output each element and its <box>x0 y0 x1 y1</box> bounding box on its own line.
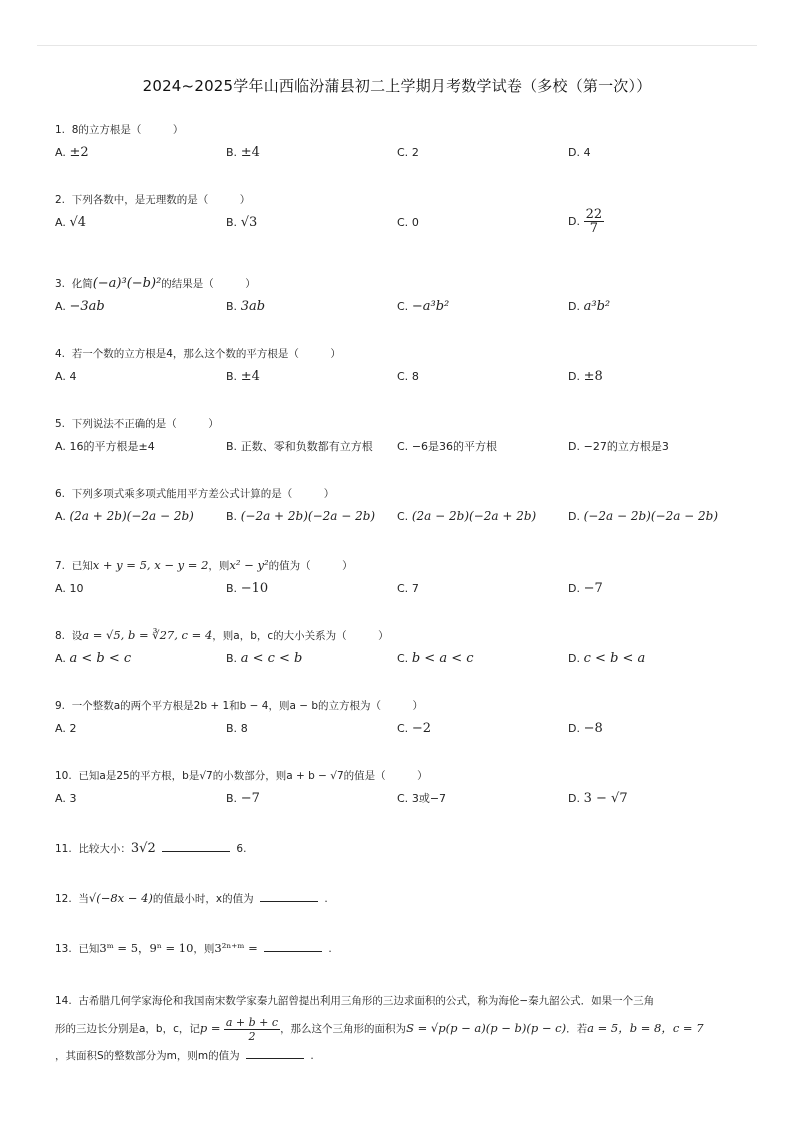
option-b: B. ±4 <box>226 145 260 160</box>
fraction: $\frac{a + b + c}{2}$ <box>225 1015 279 1043</box>
option-b: B. −7 <box>226 791 260 806</box>
stem-math: (−a)³(−b)² <box>92 276 162 291</box>
answer-blank[interactable] <box>264 939 322 952</box>
stem-math: 3√2 <box>130 841 156 856</box>
option-a: A. 2 <box>55 722 77 735</box>
question-stem: 下列说法不正确的是（ ） <box>71 418 219 430</box>
question-number: 4. <box>55 348 66 360</box>
option-d: D. −7 <box>568 581 603 596</box>
question-number: 7. <box>55 560 66 572</box>
option-c: C. −2 <box>397 721 432 736</box>
option-a: A. 10 <box>55 582 84 595</box>
option-b: B. a < c < b <box>226 651 303 666</box>
question-stem: 已知a是25的平方根，b是√7的小数部分，则a + b − √7的值是（ ） <box>78 770 428 782</box>
stem-math: a = √5, b = ∛27, c = 4 <box>82 628 213 642</box>
question-number: 1. <box>55 124 66 136</box>
question-number: 2. <box>55 194 66 206</box>
option-c: C. 7 <box>397 582 419 595</box>
answer-blank[interactable] <box>260 889 318 902</box>
stem-math: 3²ⁿ⁺ᵐ = <box>214 941 258 955</box>
option-b: B. 3ab <box>226 299 266 314</box>
option-d: D. a³b² <box>568 299 611 314</box>
option-d: D. ±8 <box>568 369 603 384</box>
question-4 <box>55 346 755 390</box>
option-b: B. ±4 <box>226 369 260 384</box>
option-a: A. 3 <box>55 792 77 805</box>
option-d: D. $\frac{22}{7}$ <box>568 207 603 236</box>
question-number: 14. <box>55 995 72 1007</box>
question-number: 11. <box>55 843 72 855</box>
formula: S = √p(p − a)(p − b)(p − c) <box>406 1021 567 1035</box>
option-c: C. −a³b² <box>397 299 450 314</box>
answer-blank[interactable] <box>162 839 230 852</box>
question-number: 13. <box>55 943 72 955</box>
stem-math: x + y = 5, x − y = 2 <box>92 558 209 572</box>
option-d: D. c < b < a <box>568 651 646 666</box>
question-stem: 下列各数中，是无理数的是（ ） <box>71 194 251 206</box>
option-b: B. 8 <box>226 722 248 735</box>
page-title: 2024~2025学年山西临汾蒲县初二上学期月考数学试卷（多校（第一次）） <box>142 77 652 95</box>
option-a: A. √4 <box>55 215 87 230</box>
option-d: D. 4 <box>568 146 591 159</box>
question-stem: 一个整数a的两个平方根是2b + 1和b − 4，则a − b的立方根为（ ） <box>71 700 424 712</box>
option-c: C. 2 <box>397 146 419 159</box>
question-9 <box>55 698 755 742</box>
question-number: 3. <box>55 278 66 290</box>
fraction: $\frac{22}{7}$ <box>585 207 603 236</box>
option-d: D. 3 − √7 <box>568 791 628 806</box>
question-10 <box>55 768 755 812</box>
option-d: D. −27的立方根是3 <box>568 440 669 453</box>
option-c: C. 3或−7 <box>397 792 447 805</box>
answer-blank[interactable] <box>246 1046 304 1059</box>
question-stem: 8的立方根是（ ） <box>71 124 184 136</box>
option-a: A. −3ab <box>55 299 105 314</box>
option-b: B. 正数、零和负数都有立方根 <box>226 440 373 453</box>
stem-math: x² − y² <box>229 558 269 572</box>
question-7: 7. 已知x + y = 5, x − y = 2，则x² − y²的值为（ ） A. 10 B. −10 C. 7 D. −7 <box>55 558 603 596</box>
question-number: 9. <box>55 700 66 712</box>
question-number: 8. <box>55 630 66 642</box>
option-d: D. (−2a − 2b)(−2a − 2b) <box>568 509 719 523</box>
option-c: C. (2a − 2b)(−2a + 2b) <box>397 509 537 523</box>
option-a: A. 16的平方根是±4 <box>55 440 155 453</box>
question-6 <box>55 486 755 530</box>
page-top-rule <box>37 45 757 46</box>
question-number: 10. <box>55 770 72 782</box>
question-11: 11. 比较大小：3√2 6. <box>55 841 247 856</box>
option-c: C. b < a < c <box>397 651 474 666</box>
stem-math: 3ᵐ = 5，9ⁿ = 10 <box>99 941 194 955</box>
question-stem: 下列多项式乘多项式能用平方差公式计算的是（ ） <box>71 488 335 500</box>
option-a: A. (2a + 2b)(−2a − 2b) <box>55 509 194 523</box>
option-a: A. a < b < c <box>55 651 132 666</box>
option-c: C. 0 <box>397 216 419 229</box>
question-number: 5. <box>55 418 66 430</box>
question-13: 13. 已知3ᵐ = 5，9ⁿ = 10，则3²ⁿ⁺ᵐ = . <box>55 941 332 955</box>
option-b: B. √3 <box>226 215 258 230</box>
question-1 <box>55 122 755 166</box>
question-2 <box>55 192 755 236</box>
option-a: A. 4 <box>55 370 77 383</box>
question-14: 14. 古希腊几何学家海伦和我国南宋数学家秦九韶曾提出利用三角形的三边求面积的公式，称为海伦−秦九韶公式．如果一个三角 形的三边长分别是a，b，c，记p = $\frac{a + b + c}{2}$ ，那么这个三角形的面积为S = √p(p − a)(p − b)(p − c)．若a = 5，b = 8，c = 7 ，其面积S的整数部分为m，则m的值为 . <box>55 995 704 1062</box>
question-12: 12. 当√(−8x − 4)的值最小时，x的值为 . <box>55 891 328 905</box>
option-b: B. (−2a + 2b)(−2a − 2b) <box>226 509 376 523</box>
stem-math: √(−8x − 4) <box>88 891 153 905</box>
option-c: C. 8 <box>397 370 419 383</box>
question-5 <box>55 416 755 460</box>
option-c: C. −6是36的平方根 <box>397 440 498 453</box>
option-d: D. −8 <box>568 721 603 736</box>
question-8: 8. 设a = √5, b = ∛27, c = 4，则a，b，c的大小关系为（ ） A. a < b < c B. a < c < b C. b < a < c D. c < b < a <box>55 628 646 666</box>
option-b: B. −10 <box>226 581 269 596</box>
question-stem: 若一个数的立方根是4，那么这个数的平方根是（ ） <box>71 348 341 360</box>
option-a: A. ±2 <box>55 145 89 160</box>
question-number: 6. <box>55 488 66 500</box>
question-number: 12. <box>55 893 72 905</box>
question-3: 3. 化简(−a)³(−b)²的结果是（ ） A. −3ab B. 3ab C. −a³b² D. a³b² <box>55 276 611 314</box>
